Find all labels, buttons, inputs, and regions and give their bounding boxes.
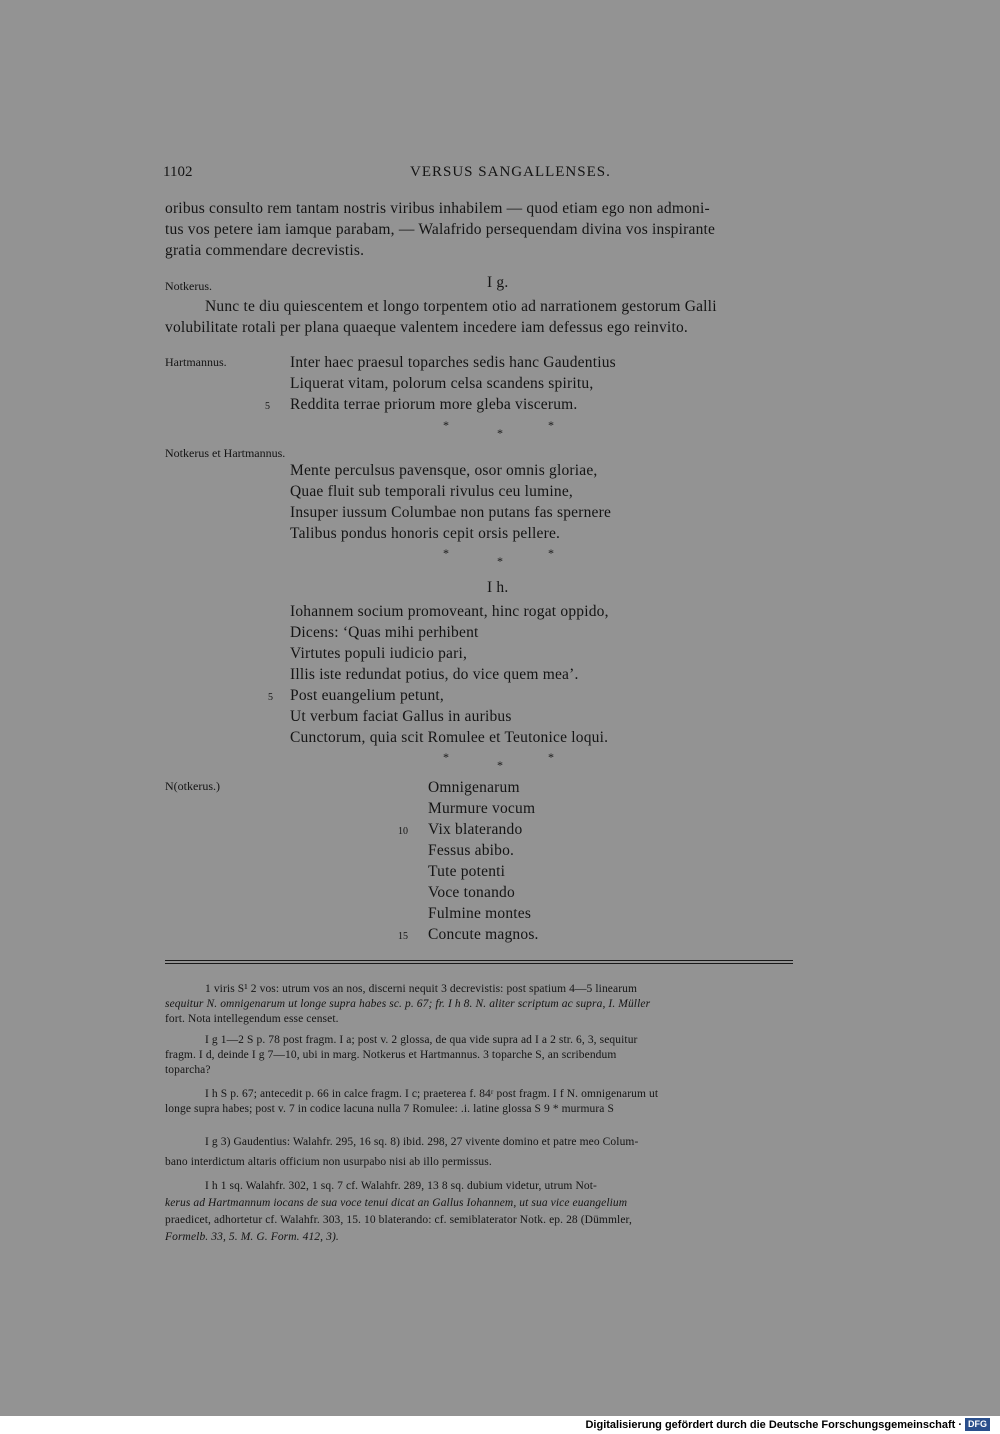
footnote-line: fort. Nota intellegendum esse censet. xyxy=(165,1013,339,1025)
intro-line-1: oribus consulto rem tantam nostris viribus inhabilem — quod etiam ego non admoni- xyxy=(165,200,710,217)
footnote-line: fragm. I d, deinde I g 7—10, ubi in marg. Notkerus et Hartmannus. 3 toparche S, an scribendum xyxy=(165,1049,617,1061)
dfg-logo: DFG xyxy=(965,1418,990,1431)
separator-star: * xyxy=(497,426,503,440)
line-number: 5 xyxy=(265,401,270,412)
footnote-line: I g 1—2 S p. 78 post fragm. I a; post v. 2 glossa, de qua vide supra ad I a 2 str. 6, 3, sequitur xyxy=(205,1034,638,1046)
verse-line: Vix blaterando xyxy=(428,821,523,838)
footnote-line: 1 viris S¹ 2 vos: utrum vos an nos, discerni nequit 3 decrevistis: post spatium 4—5 linearum xyxy=(205,983,638,995)
verse-line: Tute potenti xyxy=(428,863,506,880)
line-number: 5 xyxy=(268,692,273,703)
line-number: 15 xyxy=(398,931,408,942)
separator-star: * xyxy=(497,554,503,568)
ig-prose-line-1: Nunc te diu quiescentem et longo torpentem otio ad narrationem gestorum Galli xyxy=(205,298,717,315)
verse-line: Voce tonando xyxy=(428,884,515,901)
speaker-hartmannus: Hartmannus. xyxy=(165,355,227,369)
intro-line-2: tus vos petere iam iamque parabam, — Walafrido persequendam divina vos inspirante xyxy=(165,221,716,238)
verse-line: Post euangelium petunt, xyxy=(290,687,444,704)
verse-line: Iohannem socium promoveant, hinc rogat oppido, xyxy=(290,603,609,620)
verse-line: Cunctorum, quia scit Romulee et Teutonice loqui. xyxy=(290,729,609,746)
footnote-rule xyxy=(165,960,793,961)
separator-star: * xyxy=(548,750,554,764)
speaker-notkerus-abbrev: N(otkerus.) xyxy=(165,779,220,793)
verse-line: Quae fluit sub temporali rivulus ceu lumine, xyxy=(290,483,574,500)
digitization-credit: Digitalisierung gefördert durch die Deutsche Forschungsgemeinschaft · xyxy=(585,1419,962,1431)
line-number: 10 xyxy=(398,826,408,837)
footnote-rule xyxy=(165,963,793,964)
source-note-line: bano interdictum altaris officium non usurpabo nisi ab illo permissus. xyxy=(165,1156,492,1168)
footnote-line: longe supra habes; post v. 7 in codice lacuna nulla 7 Romulee: .i. latine glossa S 9 * murmura S xyxy=(165,1103,614,1115)
verse-line: Inter haec praesul toparches sedis hanc Gaudentius xyxy=(290,354,616,371)
footnote-line: sequitur N. omnigenarum ut longe supra habes sc. p. 67; fr. I h 8. N. aliter scriptum ac supra, I. Müller xyxy=(165,998,651,1010)
footnote-line: I h S p. 67; antecedit p. 66 in calce fragm. I c; praeterea f. 84ʳ post fragm. I f N. omnigenarum ut xyxy=(205,1088,659,1100)
separator-star: * xyxy=(497,758,503,772)
source-note-line: I h 1 sq. Walahfr. 302, 1 sq. 7 cf. Walahfr. 289, 13 8 sq. dubium videtur, utrum Not- xyxy=(205,1180,597,1192)
separator-star: * xyxy=(548,418,554,432)
verse-line: Insuper iussum Columbae non putans fas spernere xyxy=(290,504,612,521)
separator-star: * xyxy=(443,418,449,432)
source-note-line: I g 3) Gaudentius: Walahfr. 295, 16 sq. 8) ibid. 298, 27 vivente domino et patre meo Colum- xyxy=(205,1136,639,1148)
source-note-line: praedicet, adhortetur cf. Walahfr. 303, 15. 10 blaterando: cf. semiblaterator Notk. ep. 28 (Dümmler, xyxy=(165,1214,632,1226)
source-note-line: Formelb. 33, 5. M. G. Form. 412, 3). xyxy=(165,1231,339,1243)
verse-line: Fulmine montes xyxy=(428,905,532,922)
ig-prose-line-2: volubilitate rotali per plana quaeque valentem incedere iam defessus ego reinvito. xyxy=(165,319,688,336)
verse-line: Talibus pondus honoris cepit orsis pellere. xyxy=(290,525,561,542)
verse-line: Omnigenarum xyxy=(428,779,520,796)
speaker-notkerus: Notkerus. xyxy=(165,279,212,293)
separator-star: * xyxy=(443,750,449,764)
intro-line-3: gratia commendare decrevistis. xyxy=(165,242,365,259)
verse-line: Murmure vocum xyxy=(428,800,536,817)
verse-line: Ut verbum faciat Gallus in auribus xyxy=(290,708,512,725)
section-heading-ig: I g. xyxy=(487,274,509,291)
verse-line: Illis iste redundat potius, do vice quem mea’. xyxy=(290,666,579,683)
verse-line: Mente perculsus pavensque, osor omnis gloriae, xyxy=(290,462,598,479)
section-heading-ih: I h. xyxy=(487,579,509,596)
verse-line: Concute magnos. xyxy=(428,926,539,943)
verse-line: Dicens: ‘Quas mihi perhibent xyxy=(290,624,479,641)
source-note-line: kerus ad Hartmannum iocans de sua voce tenui dicat an Gallus Iohannem, ut sua vice euangelium xyxy=(165,1197,628,1209)
separator-star: * xyxy=(443,546,449,560)
verse-line: Reddita terrae priorum more gleba viscerum. xyxy=(290,396,578,413)
verse-line: Fessus abibo. xyxy=(428,842,515,859)
page-number: 1102 xyxy=(163,164,193,180)
footnote-line: toparcha? xyxy=(165,1064,211,1076)
verse-line: Liquerat vitam, polorum celsa scandens spiritu, xyxy=(290,375,594,392)
speaker-notkerus-et-hartmannus: Notkerus et Hartmannus. xyxy=(165,446,286,460)
verse-line: Virtutes populi iudicio pari, xyxy=(290,645,468,662)
separator-star: * xyxy=(548,546,554,560)
running-title: VERSUS SANGALLENSES. xyxy=(410,164,611,180)
